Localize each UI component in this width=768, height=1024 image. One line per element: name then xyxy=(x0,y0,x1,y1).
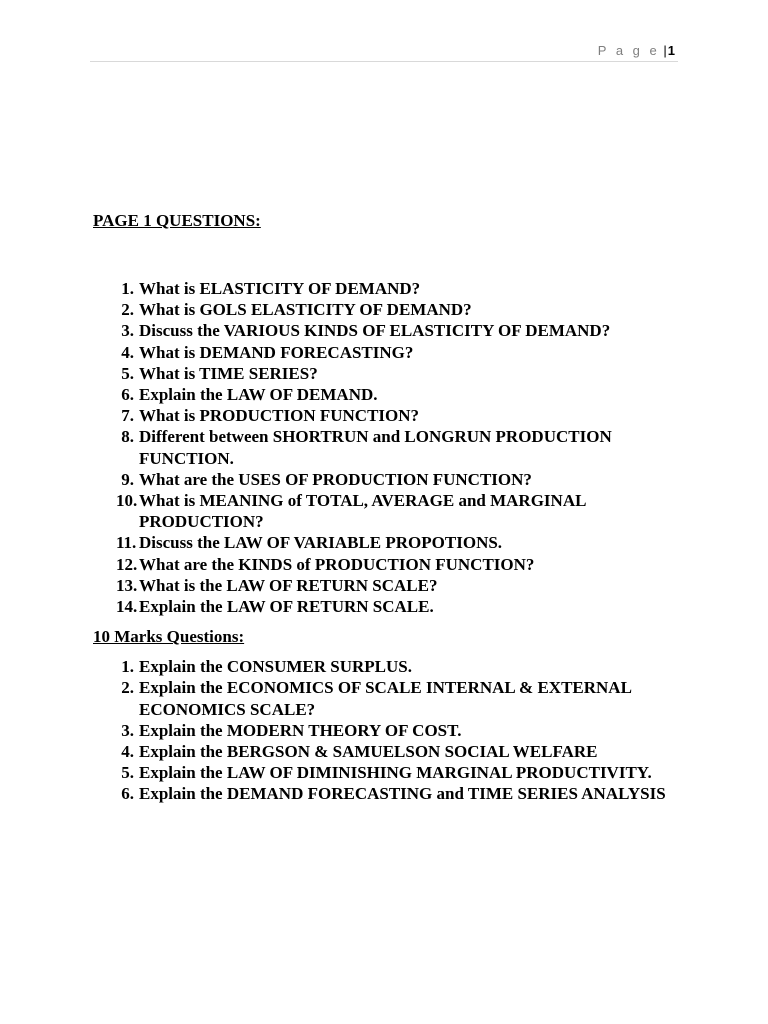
list-item-number: 12. xyxy=(116,554,138,574)
list-item-text: Discuss the VARIOUS KINDS OF ELASTICITY OF DEMAND? xyxy=(139,321,611,341)
list-item-number: 2. xyxy=(121,678,134,698)
question-item xyxy=(93,278,683,299)
question-item xyxy=(93,677,683,719)
list-item-text: Different between SHORTRUN and LONGRUN PRODUCTION FUNCTION. xyxy=(139,427,612,468)
list-item-number: 14. xyxy=(116,597,138,617)
list-item-number: 6. xyxy=(121,385,134,405)
list-item-text: What is DEMAND FORECASTING? xyxy=(139,342,414,362)
list-item-number: 4. xyxy=(121,742,134,762)
page-number-value: 1 xyxy=(667,43,675,58)
question-item xyxy=(93,405,683,426)
section-heading-10-marks: 10 Marks Questions: xyxy=(93,627,245,647)
question-item xyxy=(93,762,683,783)
question-item xyxy=(93,596,683,617)
list-item-text: Explain the LAW OF RETURN SCALE. xyxy=(139,597,434,617)
question-item xyxy=(93,320,683,341)
question-item xyxy=(93,656,683,677)
section-heading-page1: PAGE 1 QUESTIONS: xyxy=(93,211,261,230)
list-item-text: What is PRODUCTION FUNCTION? xyxy=(139,406,420,426)
list-item-number: 11. xyxy=(116,533,137,553)
question-item xyxy=(93,299,683,320)
list-item-text: Explain the CONSUMER SURPLUS. xyxy=(139,657,412,677)
question-item xyxy=(93,554,683,575)
list-item-text: Explain the BERGSON & SAMUELSON SOCIAL WELFARE xyxy=(139,742,598,762)
list-item-number: 9. xyxy=(121,469,134,489)
page-separator: | xyxy=(663,43,667,58)
document-body xyxy=(93,210,683,805)
question-item xyxy=(93,575,683,596)
list-item-text: Explain the MODERN THEORY OF COST. xyxy=(139,720,462,740)
list-item-text: What is the LAW OF RETURN SCALE? xyxy=(139,575,438,595)
list-item-number: 1. xyxy=(121,279,134,298)
page-label: P a g e xyxy=(597,43,660,58)
list-item-text: What is ELASTICITY OF DEMAND? xyxy=(139,279,421,298)
question-item xyxy=(93,363,683,384)
list-item-number: 7. xyxy=(121,406,134,426)
list-item-number: 1. xyxy=(121,657,134,677)
list-item-text: What are the USES OF PRODUCTION FUNCTION? xyxy=(139,469,532,489)
list-item-text: Explain the LAW OF DIMINISHING MARGINAL PRODUCTIVITY. xyxy=(139,763,652,783)
question-item xyxy=(93,384,683,405)
list-item-number: 5. xyxy=(121,363,134,383)
list-item-number: 3. xyxy=(121,720,134,740)
list-item-text: What is MEANING of TOTAL, AVERAGE and MARGINAL PRODUCTION? xyxy=(139,491,586,532)
question-item xyxy=(93,720,683,741)
question-list-page1 xyxy=(93,278,683,617)
question-item xyxy=(93,426,683,468)
list-item-text: What is GOLS ELASTICITY OF DEMAND? xyxy=(139,300,472,320)
list-item-text: Discuss the LAW OF VARIABLE PROPOTIONS. xyxy=(139,533,503,553)
question-item xyxy=(93,342,683,363)
list-item-number: 2. xyxy=(121,300,134,320)
list-item-text: Explain the DEMAND FORECASTING and TIME SERIES ANALYSIS xyxy=(139,784,666,804)
page-header xyxy=(90,40,678,62)
list-item-number: 3. xyxy=(121,321,134,341)
question-item xyxy=(93,469,683,490)
list-item-number: 5. xyxy=(121,763,134,783)
list-item-number: 10. xyxy=(116,491,138,511)
question-list-10-marks xyxy=(93,656,683,804)
list-item-number: 8. xyxy=(121,427,134,447)
list-item-text: Explain the LAW OF DEMAND. xyxy=(139,385,378,405)
list-item-number: 4. xyxy=(121,342,134,362)
question-item xyxy=(93,490,683,532)
list-item-text: Explain the ECONOMICS OF SCALE INTERNAL & EXTERNAL ECONOMICS SCALE? xyxy=(139,678,631,719)
question-item xyxy=(93,741,683,762)
list-item-text: What is TIME SERIES? xyxy=(139,363,318,383)
list-item-number: 13. xyxy=(116,575,138,595)
list-item-text: What are the KINDS of PRODUCTION FUNCTION? xyxy=(139,554,535,574)
question-item xyxy=(93,532,683,553)
question-item xyxy=(93,783,683,804)
list-item-number: 6. xyxy=(121,784,134,804)
page-number xyxy=(598,43,675,59)
